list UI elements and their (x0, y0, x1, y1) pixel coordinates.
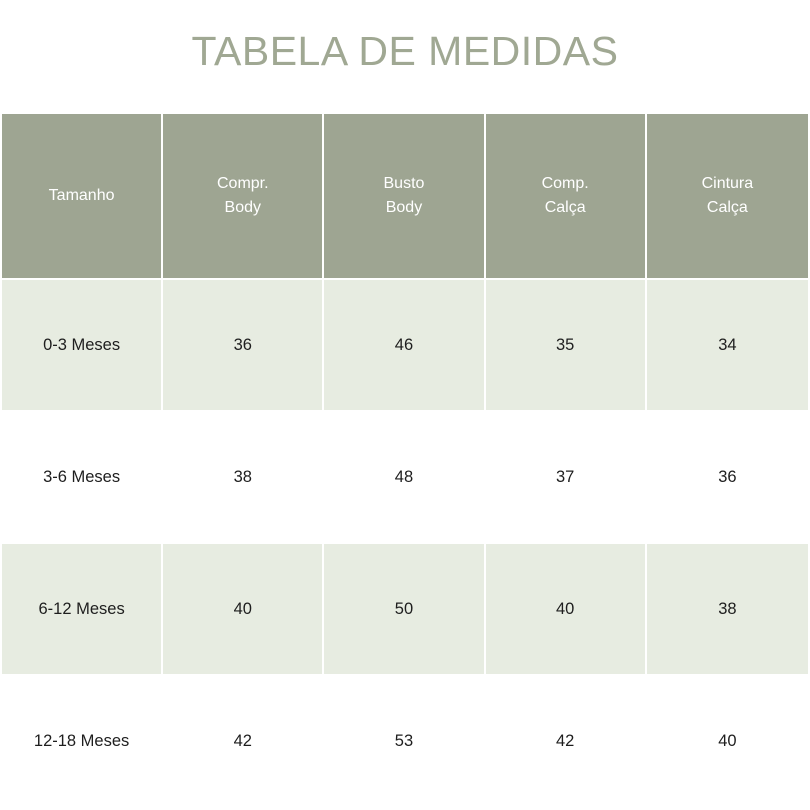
cell-pants-length: 40 (486, 544, 647, 676)
cell-size: 12-18 Meses (2, 676, 163, 808)
cell-size: 6-12 Meses (2, 544, 163, 676)
header-size (2, 114, 163, 280)
size-chart-table (2, 114, 808, 808)
cell-pants-waist: 34 (647, 280, 808, 412)
cell-pants-waist: 36 (647, 412, 808, 544)
cell-body-bust: 48 (324, 412, 485, 544)
cell-body-bust: 50 (324, 544, 485, 676)
header-body-length (163, 114, 324, 280)
cell-body-length: 36 (163, 280, 324, 412)
page-title: TABELA DE MEDIDAS (191, 28, 619, 74)
header-body-bust (324, 114, 485, 280)
cell-pants-length: 37 (486, 412, 647, 544)
cell-body-length: 38 (163, 412, 324, 544)
header-label: Busto (383, 175, 425, 192)
table-row (2, 412, 808, 544)
header-pants-waist (647, 114, 808, 280)
header-label: Tamanho (48, 187, 115, 204)
cell-pants-waist: 38 (647, 544, 808, 676)
header-label: Calça (544, 199, 586, 216)
header-label: Comp. (541, 175, 589, 192)
header-pants-length (486, 114, 647, 280)
cell-size: 3-6 Meses (2, 412, 163, 544)
table-row (2, 676, 808, 808)
cell-pants-length: 35 (486, 280, 647, 412)
header-label: Calça (706, 199, 748, 216)
cell-body-bust: 53 (324, 676, 485, 808)
cell-pants-length: 42 (486, 676, 647, 808)
header-label: Cintura (701, 175, 754, 192)
cell-body-length: 42 (163, 676, 324, 808)
cell-size: 0-3 Meses (2, 280, 163, 412)
cell-pants-waist: 40 (647, 676, 808, 808)
table-row (2, 280, 808, 412)
table-header-row (2, 114, 808, 280)
header-label: Compr. (216, 175, 269, 192)
header-label: Body (385, 199, 423, 216)
cell-body-length: 40 (163, 544, 324, 676)
table-row (2, 544, 808, 676)
cell-body-bust: 46 (324, 280, 485, 412)
header-label: Body (224, 199, 262, 216)
